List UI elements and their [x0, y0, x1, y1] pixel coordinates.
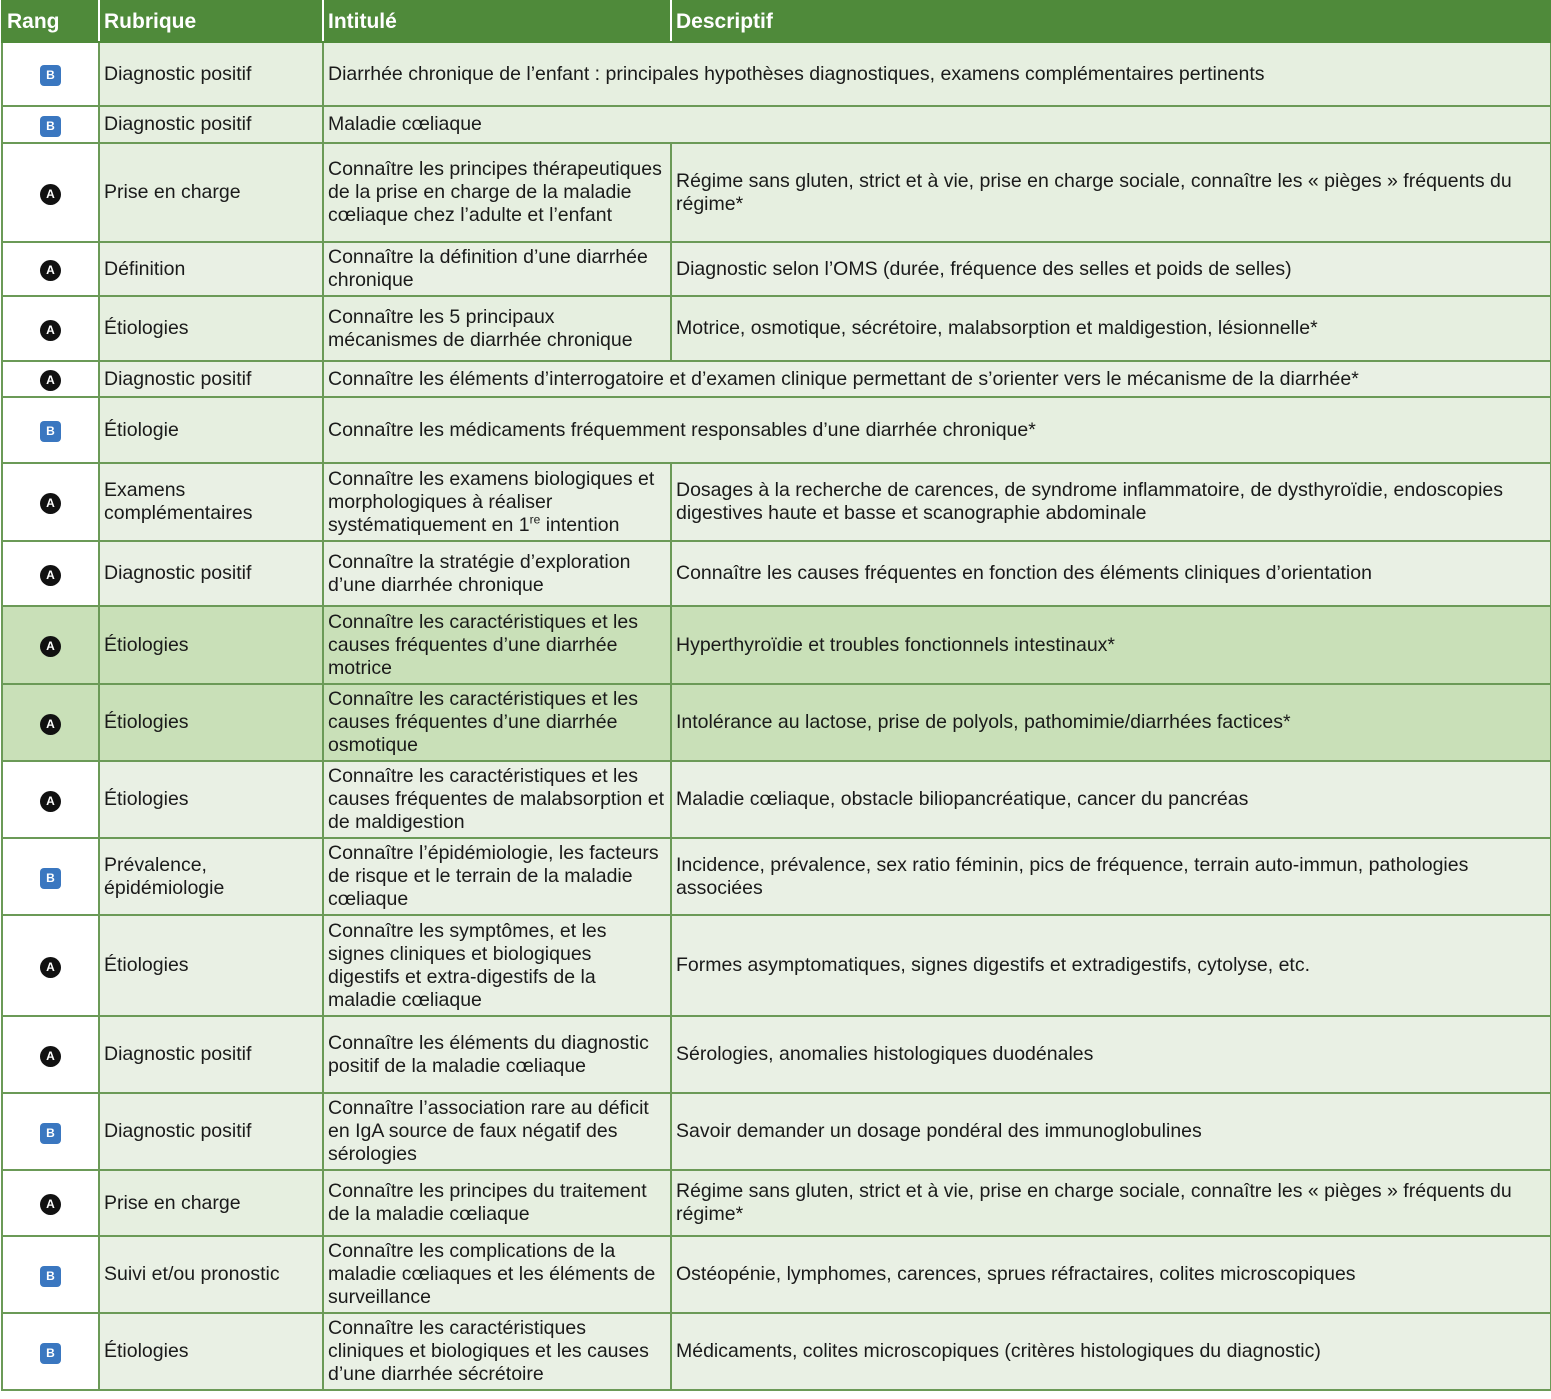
- rubrique-cell: Étiologies: [99, 761, 323, 838]
- header-intitule: Intitulé: [323, 1, 671, 42]
- rang-a-icon: A: [40, 260, 61, 281]
- table-row: [2, 838, 1551, 915]
- table-row: [2, 296, 1551, 361]
- rubrique-cell: Étiologies: [99, 684, 323, 761]
- rubrique-cell: Examens complémentaires: [99, 463, 323, 541]
- rubrique-cell: Étiologies: [99, 915, 323, 1016]
- rang-a-icon: A: [40, 184, 61, 205]
- descriptif-cell: Dosages à la recherche de carences, de syndrome inflammatoire, de dysthyroïdie, endoscopies digestives haute et basse et scanographie abdominale: [671, 463, 1551, 541]
- intitule-cell: Connaître les éléments du diagnostic positif de la maladie cœliaque: [323, 1016, 671, 1093]
- rang-cell: [2, 1016, 99, 1093]
- rubrique-cell: Diagnostic positif: [99, 361, 323, 397]
- intitule-cell: Connaître les 5 principaux mécanismes de diarrhée chronique: [323, 296, 671, 361]
- rang-a-icon: A: [40, 1194, 61, 1215]
- descriptif-cell: Intolérance au lactose, prise de polyols, pathomimie/diarrhées factices*: [671, 684, 1551, 761]
- rang-b-icon: B: [40, 1266, 61, 1287]
- descriptif-cell: Formes asymptomatiques, signes digestifs et extradigestifs, cytolyse, etc.: [671, 915, 1551, 1016]
- rang-cell: [2, 1236, 99, 1313]
- header-rang: Rang: [2, 1, 99, 42]
- descriptif-cell: Maladie cœliaque, obstacle biliopancréatique, cancer du pancréas: [671, 761, 1551, 838]
- rang-b-icon: B: [40, 868, 61, 889]
- intitule-superscript: re: [529, 512, 541, 526]
- rang-cell: [2, 1170, 99, 1236]
- rang-cell: [2, 684, 99, 761]
- table-row: [2, 1236, 1551, 1313]
- table-row: [2, 684, 1551, 761]
- rubrique-cell: Étiologies: [99, 606, 323, 684]
- rang-cell: [2, 296, 99, 361]
- rubrique-cell: Définition: [99, 242, 323, 296]
- table-row: [2, 1016, 1551, 1093]
- rang-cell: [2, 541, 99, 606]
- intitule-cell: Connaître les éléments d’interrogatoire et d’examen clinique permettant de s’orienter vers le mécanisme de la diarrhée*: [323, 361, 1551, 397]
- rang-cell: [2, 1313, 99, 1390]
- rubrique-cell: Diagnostic positif: [99, 42, 323, 106]
- descriptif-cell: Hyperthyroïdie et troubles fonctionnels intestinaux*: [671, 606, 1551, 684]
- rang-b-icon: B: [40, 1123, 61, 1144]
- rubrique-cell: Étiologies: [99, 296, 323, 361]
- intitule-text: Connaître les examens biologiques et morphologiques à réaliser systématiquement en 1: [328, 467, 655, 536]
- table-row: [2, 1170, 1551, 1236]
- rang-b-icon: B: [40, 65, 61, 86]
- table-row: [2, 761, 1551, 838]
- descriptif-cell: Motrice, osmotique, sécrétoire, malabsorption et maldigestion, lésionnelle*: [671, 296, 1551, 361]
- rang-cell: [2, 761, 99, 838]
- rang-cell: [2, 915, 99, 1016]
- rang-a-icon: A: [40, 957, 61, 978]
- intitule-cell: Connaître les caractéristiques et les causes fréquentes de malabsorption et de maldigestion: [323, 761, 671, 838]
- rubrique-cell: Étiologie: [99, 397, 323, 463]
- intitule-cell: Connaître les complications de la maladie cœliaques et les éléments de surveillance: [323, 1236, 671, 1313]
- descriptif-cell: Incidence, prévalence, sex ratio féminin, pics de fréquence, terrain auto-immun, pathologies associées: [671, 838, 1551, 915]
- header-rubrique: Rubrique: [99, 1, 323, 42]
- intitule-cell: Maladie cœliaque: [323, 106, 1551, 143]
- descriptif-cell: Ostéopénie, lymphomes, carences, sprues réfractaires, colites microscopiques: [671, 1236, 1551, 1313]
- intitule-cell: Connaître la stratégie d’exploration d’une diarrhée chronique: [323, 541, 671, 606]
- rang-cell: [2, 838, 99, 915]
- rang-cell: [2, 361, 99, 397]
- table-row: [2, 1313, 1551, 1390]
- descriptif-cell: Diagnostic selon l’OMS (durée, fréquence des selles et poids de selles): [671, 242, 1551, 296]
- rang-b-icon: B: [40, 116, 61, 137]
- objectives-table: [1, 0, 1551, 1391]
- descriptif-cell: Savoir demander un dosage pondéral des immunoglobulines: [671, 1093, 1551, 1170]
- rang-a-icon: A: [40, 1046, 61, 1067]
- table-row: [2, 242, 1551, 296]
- rang-cell: [2, 143, 99, 242]
- descriptif-cell: Régime sans gluten, strict et à vie, prise en charge sociale, connaître les « pièges » fréquents du régime*: [671, 143, 1551, 242]
- rang-a-icon: A: [40, 636, 61, 657]
- intitule-cell: Connaître les principes thérapeutiques de la prise en charge de la maladie cœliaque chez l’adulte et l’enfant: [323, 143, 671, 242]
- intitule-cell: Connaître les symptômes, et les signes cliniques et biologiques digestifs et extra-digestifs de la maladie cœliaque: [323, 915, 671, 1016]
- rang-a-icon: A: [40, 370, 61, 391]
- intitule-cell: Connaître les principes du traitement de la maladie cœliaque: [323, 1170, 671, 1236]
- table-row: [2, 361, 1551, 397]
- rubrique-cell: Prévalence, épidémiologie: [99, 838, 323, 915]
- rubrique-cell: Suivi et/ou pronostic: [99, 1236, 323, 1313]
- table-row: [2, 463, 1551, 541]
- header-row: [2, 1, 1551, 42]
- table-row: [2, 541, 1551, 606]
- rubrique-cell: Diagnostic positif: [99, 1016, 323, 1093]
- rang-cell: [2, 606, 99, 684]
- rang-a-icon: A: [40, 565, 61, 586]
- intitule-cell: Connaître la définition d’une diarrhée chronique: [323, 242, 671, 296]
- rubrique-cell: Prise en charge: [99, 143, 323, 242]
- descriptif-cell: Sérologies, anomalies histologiques duodénales: [671, 1016, 1551, 1093]
- rubrique-cell: Diagnostic positif: [99, 541, 323, 606]
- rang-a-icon: A: [40, 320, 61, 341]
- rang-cell: [2, 397, 99, 463]
- table-row: [2, 915, 1551, 1016]
- rang-b-icon: B: [40, 1343, 61, 1364]
- rubrique-cell: Diagnostic positif: [99, 1093, 323, 1170]
- header-descriptif: Descriptif: [671, 1, 1551, 42]
- rang-cell: [2, 42, 99, 106]
- rang-cell: [2, 463, 99, 541]
- intitule-cell: Connaître les caractéristiques et les causes fréquentes d’une diarrhée osmotique: [323, 684, 671, 761]
- table-row: [2, 106, 1551, 143]
- intitule-cell: Connaître les caractéristiques et les causes fréquentes d’une diarrhée motrice: [323, 606, 671, 684]
- intitule-cell: Connaître l’épidémiologie, les facteurs de risque et le terrain de la maladie cœliaque: [323, 838, 671, 915]
- table-row: [2, 397, 1551, 463]
- descriptif-cell: Régime sans gluten, strict et à vie, prise en charge sociale, connaître les « pièges » fréquents du régime*: [671, 1170, 1551, 1236]
- table-row: [2, 606, 1551, 684]
- intitule-cell: Connaître l’association rare au déficit en IgA source de faux négatif des sérologies: [323, 1093, 671, 1170]
- rubrique-cell: Diagnostic positif: [99, 106, 323, 143]
- table-row: [2, 42, 1551, 106]
- rang-cell: [2, 242, 99, 296]
- rang-a-icon: A: [40, 493, 61, 514]
- table-row: [2, 1093, 1551, 1170]
- table-row: [2, 143, 1551, 242]
- descriptif-cell: Connaître les causes fréquentes en fonction des éléments cliniques d’orientation: [671, 541, 1551, 606]
- descriptif-cell: Médicaments, colites microscopiques (critères histologiques du diagnostic): [671, 1313, 1551, 1390]
- intitule-cell: Diarrhée chronique de l’enfant : principales hypothèses diagnostiques, examens complémentaires pertinents: [323, 42, 1551, 106]
- rang-cell: [2, 106, 99, 143]
- intitule-cell: Connaître les médicaments fréquemment responsables d’une diarrhée chronique*: [323, 397, 1551, 463]
- rang-a-icon: A: [40, 791, 61, 812]
- rang-cell: [2, 1093, 99, 1170]
- rubrique-cell: Étiologies: [99, 1313, 323, 1390]
- intitule-text-end: intention: [540, 513, 620, 536]
- intitule-cell: [323, 463, 671, 541]
- rang-b-icon: B: [40, 421, 61, 442]
- intitule-cell: Connaître les caractéristiques cliniques et biologiques et les causes d’une diarrhée sécrétoire: [323, 1313, 671, 1390]
- rubrique-cell: Prise en charge: [99, 1170, 323, 1236]
- rang-a-icon: A: [40, 714, 61, 735]
